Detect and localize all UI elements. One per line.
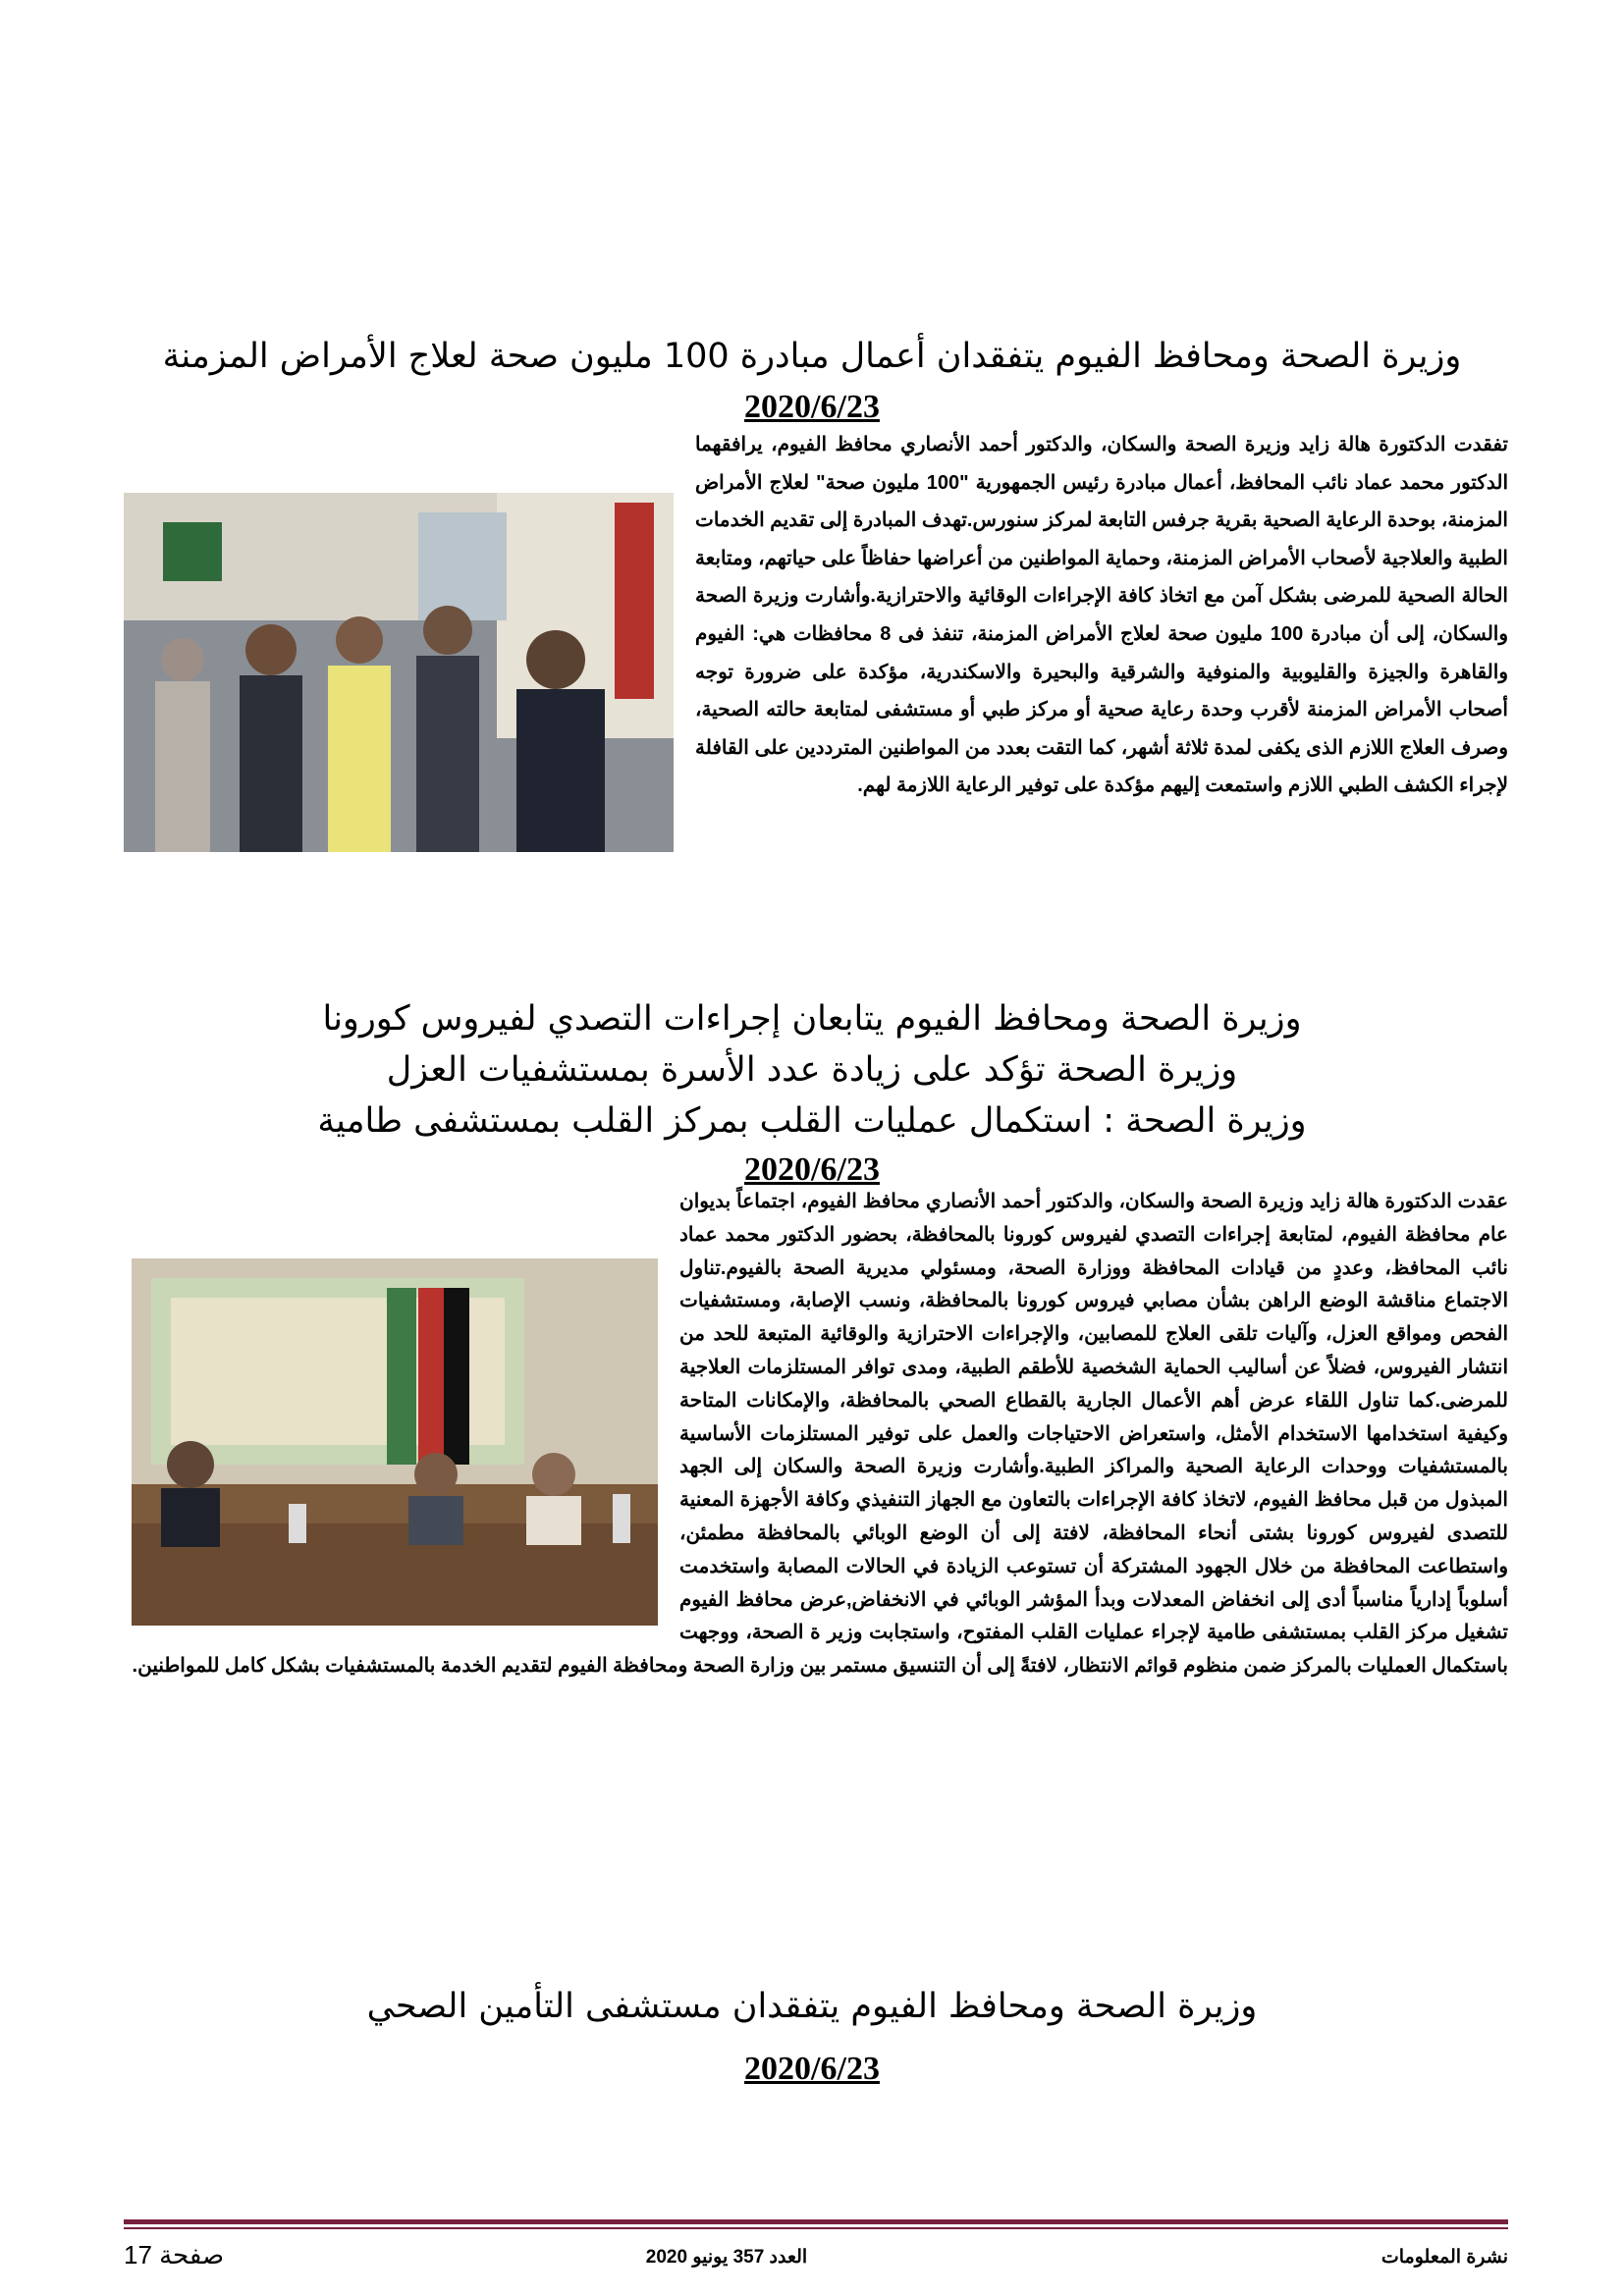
article-1-date: 2020/6/23 xyxy=(744,389,880,425)
article-2-headline-2: وزيرة الصحة تؤكد على زيادة عدد الأسرة بمستشفيات العزل xyxy=(386,1050,1238,1090)
article-2-photo xyxy=(132,1258,658,1626)
article-1-body: تفقدت الدكتورة هالة زايد وزيرة الصحة والسكان، والدكتور أحمد الأنصاري محافظ الفيوم، يرافقهما الدكتور محمد عماد نائب المحافظ، أعمال مبادرة رئيس الجمهورية "100 مليون صحة" لعلاج الأمراض المزمنة، بوحدة الرعاية الصحية بقرية جرفس التابعة لمركز سنورس.تهدف المبادرة إلى تقديم الخدمات الطبية والعلاجية لأصحاب الأمراض المزمنة، وحماية المواطنين من أعراضها حفاظاً على حياتهم، ومتابعة الحالة الصحية للمرضى بشكل آمن مع اتخاذ كافة الإجراءات الوقائية والاحترازية.وأشارت وزيرة الصحة والسكان، إلى أن مبادرة 100 مليون صحة لعلاج الأمراض المزمنة، تنفذ فى 8 محافظات هي: الفيوم والقاهرة والجيزة والقليوبية والمنوفية والشرقية والبحيرة والاسكندرية، مؤكدة على ضرورة توجه أصحاب الأمراض المزمنة لأقرب وحدة رعاية صحية أو مركز طبي أو مستشفى لمتابعة حالته الصحية، وصرف العلاج اللازم الذى يكفى لمدة ثلاثة أشهر، كما التقت بعدد من المواطنين المترددين على القافلة لإجراء الكشف الطبي اللازم واستمعت إليهم مؤكدة على توفير الرعاية اللازمة لهم. xyxy=(695,434,1509,797)
footer-rule xyxy=(124,2219,1508,2224)
article-2-body-block xyxy=(124,1186,1508,1683)
article-1-body-block xyxy=(124,426,1508,858)
footer-rule-thin xyxy=(124,2227,1508,2229)
article-2-date: 2020/6/23 xyxy=(744,1151,880,1188)
article-2-headline-3: وزيرة الصحة : استكمال عمليات القلب بمركز القلب بمستشفى طامية xyxy=(317,1101,1307,1141)
article-2-body: عقدت الدكتورة هالة زايد وزيرة الصحة والسكان، والدكتور أحمد الأنصاري محافظ الفيوم، اجتماعاً بديوان عام محافظة الفيوم، لمتابعة إجراءات التصدي لفيروس كورونا بالمحافظة، بحضور الدكتور محمد عماد نائب المحافظ، وعددٍ من قيادات المحافظة ووزارة الصحة، ومسئولي مديرية الصحة بالفيوم.تناول الاجتماع مناقشة الوضع الراهن بشأن مصابي فيروس كورونا بالمحافظة، ونسب الإصابة، ومستشفيات الفحص ومواقع العزل، وآليات تلقى العلاج للمصابين، والإجراءات الاحترازية والوقائية المتبعة للحد من انتشار الفيروس، فضلاً عن أساليب الحماية الشخصية للأطقم الطبية، ومدى توافر المستلزمات العلاجية للمرضى.كما تناول اللقاء عرض أهم الأعمال الجارية بالقطاع الصحي بالمحافظة، والإمكانات المتاحة وكيفية استخدامها الاستخدام الأمثل، واستعراض الاحتياجات والعمل على توفير المستلزمات الأساسية بالمستشفيات ووحدات الرعاية الصحية والمراكز الطبية.وأشارت وزيرة الصحة والسكان إلى الجهد المبذول من قبل محافظ الفيوم، لاتخاذ كافة الإجراءات بالتعاون مع الجهاز التنفيذي وكافة الأجهزة المعنية للتصدى لفيروس كورونا بشتى أنحاء المحافظة، لافتة إلى أن الوضع الوبائي بالمحافظة مطمئن، واستطاعت المحافظة من خلال الجهود المشتركة أن تستوعب الزيادة في الحالات المصابة واستخدمت أسلوباً إدارياً مناسباً أدى إلى انخفاض المعدلات وبدأ المؤشر الوبائي في الانخفاض,عرض محافظ الفيوم تشغيل مركز القلب بمستشفى طامية لإجراء عمليات القلب المفتوح، واستجابت وزير ة الصحة، ووجهت باستكمال العمليات بالمركز ضمن منظوم قوائم الانتظار، لافتةً إلى أن التنسيق مستمر بين وزارة الصحة ومحافظة الفيوم لتقديم الخدمة بالمستشفيات بشكل كامل للمواطنين. xyxy=(132,1191,1508,1678)
article-1-headline: وزيرة الصحة ومحافظ الفيوم يتفقدان أعمال مبادرة 100 مليون صحة لعلاج الأمراض المزمنة xyxy=(162,337,1462,376)
article-2-headline-1: وزيرة الصحة ومحافظ الفيوم يتابعان إجراءات التصدي لفيروس كورونا xyxy=(322,999,1302,1039)
article-3-date: 2020/6/23 xyxy=(744,2051,880,2087)
photo-health-unit-visit xyxy=(124,493,674,852)
article-3-headline: وزيرة الصحة ومحافظ الفيوم يتفقدان مستشفى التأمين الصحي xyxy=(366,1987,1258,2026)
footer-issue: العدد 357 يونيو 2020 xyxy=(645,2247,808,2268)
footer-page-number: صفحة 17 xyxy=(124,2240,225,2269)
photo-meeting-room xyxy=(132,1258,658,1626)
footer-publication: نشرة المعلومات xyxy=(1380,2247,1508,2268)
article-1-photo xyxy=(124,493,674,852)
